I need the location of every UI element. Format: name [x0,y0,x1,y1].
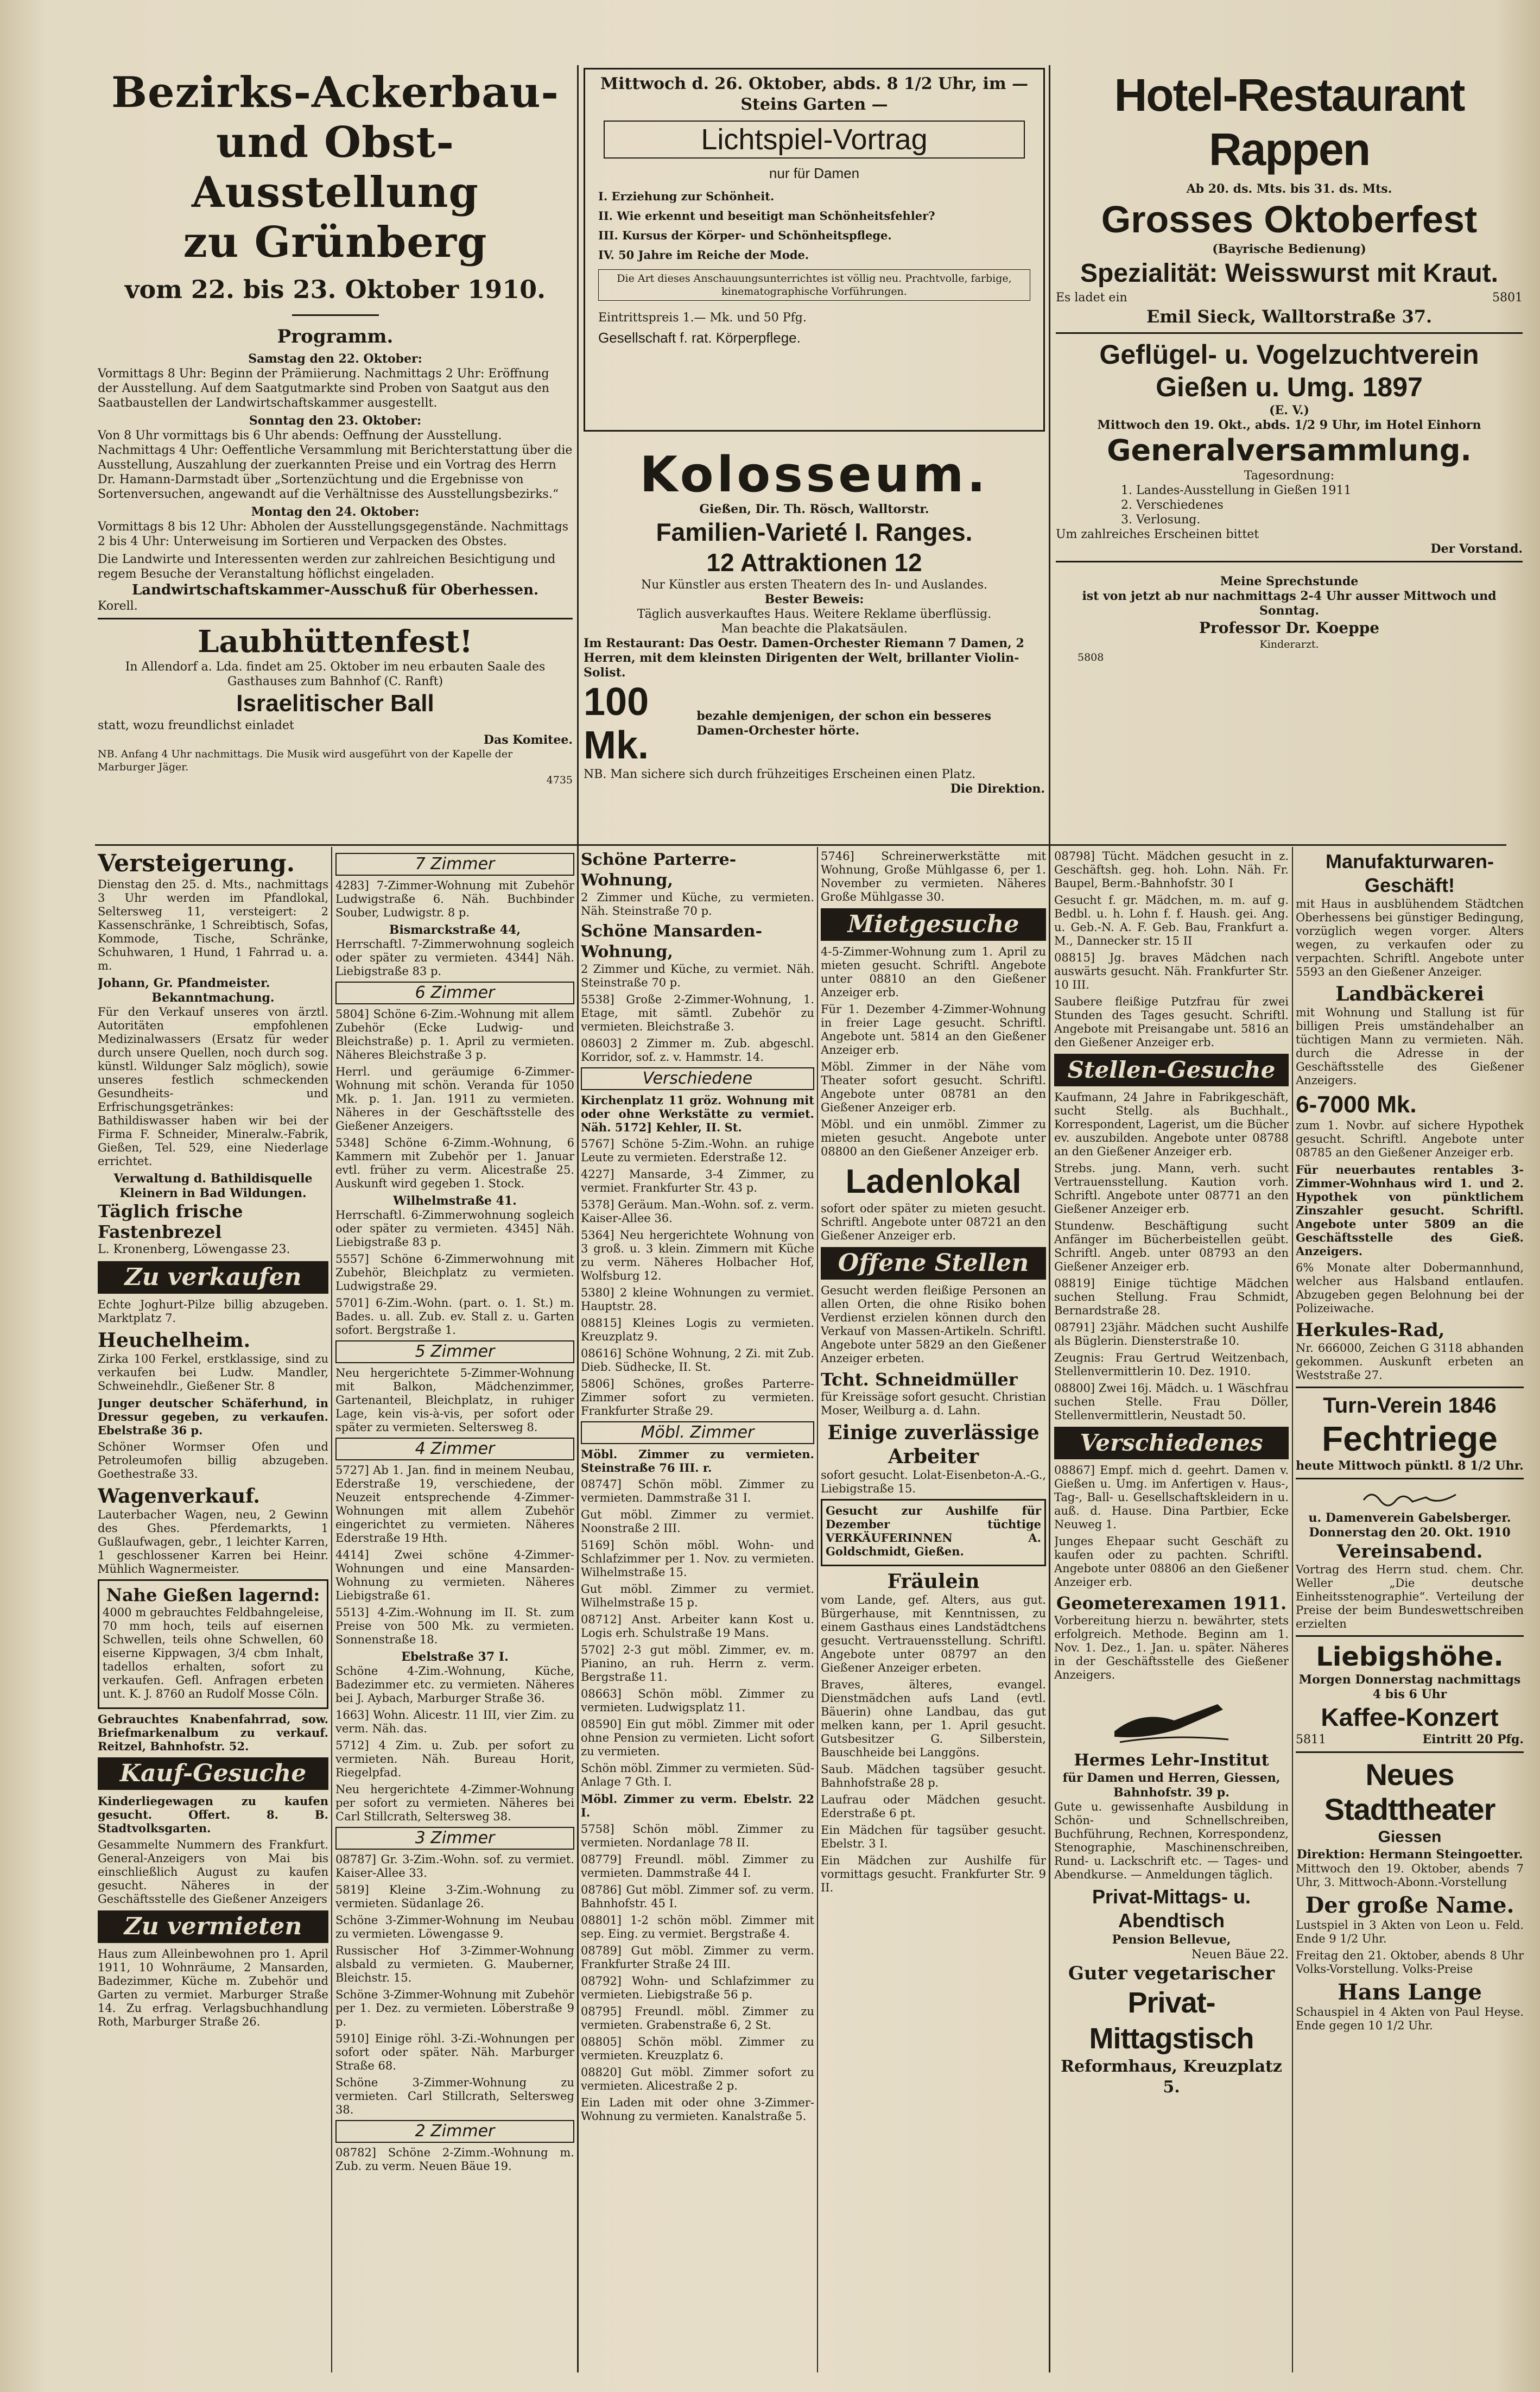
weisswurst: Spezialität: Weisswurst mit Kraut. [1080,259,1498,288]
stenography-logo-icon [1296,1484,1524,1511]
listing: vom Lande, gef. Alters, aus gut. Bürgerhause, mit Kenntnissen, zu einem Gasthaus eines Landstädtchens gesucht. Vertrauensstellung. Schriftl. Angebote unter 08797 an den Gießener Anzeiger erbeten. [821,1593,1046,1674]
listing: 08787] Gr. 3-Zim.-Wohn. sof. zu vermiet. Kaiser-Allee 33. [335,1853,574,1880]
nahe-giessen-ad [98,1579,328,1709]
sieck: Emil Sieck, Walltorstraße 37. [1146,306,1433,327]
section-2-zimmer: 2 Zimmer [335,2120,574,2143]
invite-text: Die Landwirte und Interessenten werden zur zahlreichen Besichtigung und regem Besuche der Veranstaltung höflichst eingeladen. [98,553,556,581]
schaeferhund: Junger deutscher Schäferhund, in Dressur gegeben, zu verkaufen. Ebelstraße 36 p. [98,1396,328,1437]
vorstand: Der Vorstand. [1430,542,1523,556]
section-7-zimmer: 7 Zimmer [335,853,574,876]
hans-lange: Hans Lange [1338,1979,1482,2005]
exhibition-dates: vom 22. bis 23. Oktober 1910. [124,275,546,304]
tagesordnung: Tagesordnung: [1244,469,1335,483]
wagenverkauf-text: Lauterbacher Wagen, neu, 2 Gewinn des Ghes. Pferdemarkts, 1 Gußlaufwagen, gebr., 1 leichter Karren, 1 geschlossener Karren bei Heinr. Mühlich Wagnermeister. [98,1508,328,1575]
ladenlokal: Ladenlokal [845,1163,1022,1200]
listing: 4414] Zwei schöne 4-Zimmer-Wohnungen und eine Mansarden-Wohnung zu vermieten. Näheres Liebigstraße 61. [335,1548,574,1602]
listing: Herrschaftl. 6-Zimmerwohnung sogleich oder später zu vermieten. 4345] Näh. Liebigstraße 83 p. [335,1208,574,1249]
geometerexamen: Geometerexamen 1911. [1056,1593,1287,1613]
ball-text: statt, wozu freundlichst einladet [98,719,294,732]
ball-number: 4735 [546,774,573,786]
listing: 4-5-Zimmer-Wohnung zum 1. April zu mieten gesucht. Schriftl. Angebote unter 08810 an den Gießener Anzeiger erb. [821,945,1046,999]
listing: Herrschaftl. 7-Zimmerwohnung sogleich oder später zu vermieten. 4344] Näh. Liebigstraße 83 p. [335,938,574,978]
listing: 08712] Anst. Arbeiter kann Kost u. Logis erh. Schulstraße 19 Mans. [581,1613,814,1640]
arbeiter-title: Einige zuverlässige Arbeiter [827,1421,1040,1468]
bismarckstrasse: Bismarckstraße 44, [389,923,521,937]
fastenbrezel-addr: L. Kronenberg, Löwengasse 23. [98,1243,290,1256]
listing: Kaufmann, 24 Jahre in Fabrikgeschäft, sucht Stellg. als Buchhalt., Korrespondent, Lagerist, um die Bücher ev. auszubilden. Angebote unter 08788 an den Gießener Anzeiger erb. [1054,1091,1289,1158]
fraeulein: Fräulein [887,1570,980,1593]
ladenlokal-text: sofort oder später zu mieten gesucht. Schriftl. Angebote unter 08721 an den Gießener Anzeiger erb. [821,1202,1046,1242]
mk-amount: 6-7000 Mk. [1296,1091,1417,1118]
versteigerung-sig: Johann, Gr. Pfandmeister. [98,976,270,990]
listing: 08747] Schön möbl. Zimmer zu vermieten. Dammstraße 31 I. [581,1478,814,1504]
manufaktur-title: Manufakturwaren-Geschäft! [1325,850,1494,896]
listing: Gesucht f. gr. Mädchen, m. m. auf g. Bedbl. u. h. Lohn f. f. Haush. gei. Ang. u. Geb.-N. A. F. Geb. Bau, Frankfurt a. M., Dannecker str. 15 II [1054,894,1289,947]
divider [1056,561,1523,562]
listing: Möbl. und ein unmöbl. Zimmer zu mieten gesucht. Angebote unter 08800 an den Gießener Anzeiger erb. [821,1118,1046,1158]
listing: 08789] Gut möbl. Zimmer zu verm. Frankfurter Straße 24 III. [581,1944,814,1971]
listing: Gut möbl. Zimmer zu vermiet. Noonstraße 2 III. [581,1508,814,1535]
laubhuettenfest-title: Laubhüttenfest! [198,624,473,660]
listing: 08786] Gut möbl. Zimmer sof. zu verm. Bahnhofstr. 45 I. [581,1883,814,1910]
arbeiter-text: sofort gesucht. Lolat-Eisenbeton-A.-G., Liebigstraße 15. [821,1469,1046,1495]
listing: 08791] 23jähr. Mädchen sucht Aushilfe als Büglerin. Diensterstraße 10. [1054,1321,1289,1347]
schneidmueller: Tcht. Schneidmüller [821,1369,1018,1390]
reformhaus: Reformhaus, Kreuzplatz 5. [1061,2057,1282,2097]
lichtspiel-ad [584,68,1045,432]
kolosseum-text1: Nur Künstler aus ersten Theatern des In- und Auslandes. [641,578,987,592]
kolosseum-plakat: Man beachte die Plakatsäulen. [721,622,908,636]
herkules-rad: Herkules-Rad, [1296,1319,1445,1341]
knabenfahrrad: Gebrauchtes Knabenfahrrad, sow. Briefmarkenalbum zu verkauf. Reitzel, Bahnhofstr. 52. [98,1712,328,1753]
listing: Schöne 3-Zimmer-Wohnung zu vermieten. Carl Stillcrath, Seltersweg 38. [335,2076,574,2116]
donnerstag-date: Donnerstag den 20. Okt. 1910 [1309,1526,1511,1540]
lichtspiel-item: IV. 50 Jahre im Reiche der Mode. [598,248,809,262]
listing: 08792] Wohn- und Schlafzimmer zu vermieten. Liebigstraße 56 p. [581,1975,814,2001]
lichtspiel-item: III. Kursus der Körper- und Schönheitspflege. [598,229,892,242]
sprechstunde-ad [1056,567,1523,672]
listing: 6% Monate alter Dobermannhund, welcher aus Halsband entlaufen. Abzugeben gegen Belohnung bei der Polizeiwache. [1296,1261,1524,1315]
listing: Braves, älteres, evangel. Dienstmädchen aufs Land (evtl. Bäuerin) ohne Landbau, das gut melken kann, per 1. April gesucht. Gutsbesitzer G. Silberstein, Bauschheide bei Langgöns. [821,1678,1046,1759]
listing: 5702] 2-3 gut möbl. Zimmer, ev. m. Pianino, an ruh. Herrn z. verm. Bergstraße 11. [581,1643,814,1684]
lichtspiel-society: Gesellschaft f. rat. Körperpflege. [598,330,801,346]
listing: Nr. 666000, Zeichen G 3118 abhanden gekommen. Auskunft erbeten an Weststraße 27. [1296,1341,1524,1382]
listing: Schöne 3-Zimmer-Wohnung mit Zubehör per 1. Dez. zu vermieten. Löberstraße 9 p. [335,1988,574,2028]
listing: 08800] Zwei 16j. Mädch. u. 1 Wäschfrau suchen Stelle. Frau Döller, Stellenvermittlerin, Neustadt 50. [1054,1382,1289,1422]
listing: 5804] Schöne 6-Zim.-Wohnung mit allem Zubehör (Ecke Ludwig- und Bleichstraße) p. 1. April zu vermieten. Näheres Bleichstraße 3 p. [335,1008,574,1061]
israelitischer-ball: Israelitischer Ball [236,690,434,717]
listing: 4283] 7-Zimmer-Wohnung mit Zubehör Ludwigstraße 6. Näh. Buchbinder Souber, Ludwigstr. 8 p. [335,879,574,919]
listing: Neu hergerichtete 4-Zimmer-Wohnung per sofort zu vermieten. Näheres bei Carl Stillcrath, Seltersweg 38. [335,1783,574,1823]
haus-text: Haus zum Alleinbewohnen pro 1. April 1911, 10 Wohnräume, 2 Mansarden, Badezimmer, Küche m. Zubehör und Garten zu vermiet. Marburger Straße 14. Zu erfrag. Verlagsbuchhandlung Roth, Marburger Straße 26. [98,1947,328,2028]
wagenverkauf-title: Wagenverkauf. [98,1485,260,1508]
day3-text: Vormittags 8 bis 12 Uhr: Abholen der Ausstellungsgegenstände. Nachmittags 2 bis 4 Uhr: Unterweisung im Sortieren und Verpacken des Obstes. [98,520,569,548]
listing: Schön möbl. Zimmer zu vermieten. Süd-Anlage 7 Gth. I. [581,1762,814,1788]
listing: Stundenw. Beschäftigung sucht Anfänger im Bücherbeistellen geübt. Schriftl. Angeb. unter 08793 an den Gießener Anzeiger erb. [1054,1219,1289,1273]
listing: Gut möbl. Zimmer zu vermiet. Wilhelmstraße 15 p. [581,1583,814,1609]
listing: 08663] Schön möbl. Zimmer zu vermieten. Ludwigsplatz 11. [581,1687,814,1714]
lichtspiel-price: Eintrittspreis 1.— Mk. und 50 Pfg. [598,311,807,325]
lichtspiel-item: I. Erziehung zur Schönheit. [598,189,775,203]
listing: 08779] Freundl. möbl. Zimmer zu vermieten. Dammstraße 44 I. [581,1853,814,1880]
listing: Zeugnis: Frau Gertrud Weitzenbach, Stellenvermittlerin 10. Dez. 1910. [1054,1351,1289,1378]
listing: Schöne 4-Zim.-Wohnung, Küche, Badezimmer etc. zu vermieten. Näheres bei J. Aybach, Marburger Straße 36. [335,1665,574,1705]
ofen: Schöner Wormser Ofen und Petroleumofen billig abzugeben. Goethestraße 33. [98,1440,328,1480]
kolosseum-beweis: Bester Beweis: [764,592,864,606]
listing: 5746] Schreinerwerkstätte mit Wohnung, Große Mühlgasse 6, per 1. November zu vermieten. Näheres Große Mühlgasse 30. [821,850,1046,903]
divider [1296,1387,1524,1388]
sprechstunde-title: Meine Sprechstunde [1220,574,1359,588]
zu-vermieten-header: Zu vermieten [98,1910,328,1943]
listing: Junges Ehepaar sucht Geschäft zu kaufen oder zu pachten. Schriftl. Angebote unter 08806 an den Gießener Anzeiger erb. [1054,1535,1289,1589]
exhibition-title: Bezirks-Ackerbau- und Obst-Ausstellung zu Grünberg [111,68,559,267]
fechtriege: Fechtriege [1322,1419,1498,1458]
listing: 08801] 1-2 schön möbl. Zimmer mit sep. Eing. zu vermiet. Bergstraße 4. [581,1914,814,1940]
neues-stadttheater: Neues Stadttheater [1324,1757,1495,1826]
listing: 5378] Geräum. Man.-Wohn. sof. z. verm. Kaiser-Allee 36. [581,1198,814,1225]
col6-lower [1296,850,1524,2370]
mietgesuche-header: Mietgesuche [821,908,1046,941]
listing: 08616] Schöne Wohnung, 2 Zi. mit Zub. Dieb. Südhecke, II. St. [581,1347,814,1374]
listing: 08798] Tücht. Mädchen gesucht in z. Geschäftsh. geg. hoh. Lohn. Näh. Fr. Baupel, Berm.-Bahnhofstr. 30 I [1054,850,1289,890]
listing: 08819] Einige tüchtige Mädchen suchen Stellung. Frau Schmidt, Bernardstraße 28. [1054,1277,1289,1317]
der-grosse-name: Der große Name. [1305,1893,1514,1918]
nur-damen: nur für Damen [769,165,860,181]
column-rule [577,65,579,2372]
ladet-text: Es ladet ein [1056,291,1127,305]
column-rule [331,847,332,2372]
ladet-row [1056,290,1523,305]
bekanntmachung-sig: Verwaltung d. Bathildisquelle Kleinern in Bad Wildungen. [113,1172,313,1200]
listing: 5348] Schöne 6-Zimm.-Wohnung, 6 Kammern mit Zubehör per 1. Januar evtl. früher zu verm. Alicestraße 25. Auskunft wird gegeben 1. Stock. [335,1136,574,1190]
day3-heading: Montag den 24. Oktober: [251,505,420,519]
versteigerung-title: Versteigerung. [98,850,295,877]
damenverein: u. Damenverein Gabelsberger. [1308,1511,1511,1525]
day2-heading: Sonntag den 23. Oktober: [249,414,422,428]
section-5-zimmer: 5 Zimmer [335,1340,574,1363]
listing: Für 1. Dezember 4-Zimmer-Wohnung in freier Lage gesucht. Schriftl. Angebote unt. 5814 an den Gießener Anzeiger erb. [821,1003,1046,1056]
listing: 5380] 2 kleine Wohnungen zu vermiet. Hauptstr. 28. [581,1286,814,1313]
theater-text2: Lustspiel in 3 Akten von Leon u. Feld. Ende 9 1/2 Uhr. [1296,1919,1524,1945]
pension-addr: Neuen Bäue 22. [1191,1948,1289,1961]
wilhelmstrasse: Wilhelmstraße 41. [393,1194,517,1208]
kaffee-row [1296,1732,1524,1747]
col4-lower [821,850,1046,2370]
divider [292,314,379,316]
kolosseum-ad [584,448,1045,796]
listing: 5910] Einige röhl. 3-Zi.-Wohnungen per sofort oder später. Näh. Marburger Straße 68. [335,2032,574,2072]
listing: 2 Zimmer und Küche, zu vermieten. Näh. Steinstraße 70 p. [581,891,814,917]
listing: Schöne 3-Zimmer-Wohnung im Neubau zu vermieten. Löwengasse 9. [335,1914,574,1940]
hotel-title: Hotel-Restaurant Rappen [1114,69,1465,175]
column-rule [817,847,818,2372]
kolosseum-restaurant: Im Restaurant: Das Oestr. Damen-Orchester Riemann 7 Damen, 2 Herren, mit dem kleinsten Dirigenten der Welt, brillanter Violin-Solist. [584,636,1024,680]
section-3-zimmer: 3 Zimmer [335,1827,574,1850]
listing: Vorbereitung hierzu n. bewährter, stets erfolgreich. Methode. Beginn am 1. Nov. 1. Dez., 1. Jan. u. später. Näheres in der Geschäftsstelle des Gießener Anzeigers. [1054,1614,1289,1681]
horizontal-rule [95,844,1506,846]
kolosseum-variete: Familien-Varieté I. Ranges. [656,518,973,546]
tagesordnung-item: 3. Verlosung. [1121,513,1201,527]
mansarden-wohnung: Schöne Mansarden-Wohnung, [581,922,763,961]
column-rule [1292,847,1293,2372]
listing: 2 Zimmer und Küche, zu vermiet. Näh. Steinstraße 70 p. [581,963,814,989]
theater-giessen: Giessen [1378,1828,1442,1846]
writing-hand-icon-svg [1109,1688,1234,1748]
listing: Russischer Hof 3-Zimmer-Wohnung alsbald zu vermieten. G. Mauberner, Bleichstr. 15. [335,1944,574,1984]
fastenbrezel: Täglich frische Fastenbrezel [98,1201,243,1242]
hotel-dates: Ab 20. ds. Mts. bis 31. ds. Mts. [1186,182,1392,196]
listing: 08815] Kleines Logis zu vermieten. Kreuzplatz 9. [581,1317,814,1343]
kolosseum-direktion: Die Direktion. [950,782,1045,796]
kauf-gesuche-header: Kauf-Gesuche [98,1757,328,1790]
listing: Herrl. und geräumige 6-Zimmer-Wohnung mit schön. Veranda für 1050 Mk. p. 1. Jan. 1911 zu vermieten. Näheres in der Geschäftsstelle des Gießener Anzeigers. [335,1065,574,1132]
lichtspiel-header: Mittwoch d. 26. Oktober, abds. 8 1/2 Uhr, im — Steins Garten — [600,74,1029,114]
listing: mit Haus in ausblühendem Städtchen Oberhessens bei günstiger Bedingung, vorzüglich wegen vorger. Alters wegen, zu verkaufen oder zu verpachten. Schriftl. Angebote unter 5593 an den Gießener Anzeiger. [1296,897,1524,978]
section-4-zimmer: 4 Zimmer [335,1438,574,1460]
ferkel: Zirka 100 Ferkel, erstklassige, sind zu verkaufen bei Ludw. Mandler, Schweinehdlr., Gießener Str. 8 [98,1352,328,1393]
kinderarzt: Kinderarzt. [1259,638,1319,650]
stenography-logo-svg [1361,1486,1459,1508]
listing: Gesucht werden fleißige Personen an allen Orten, die ohne Risiko bohen Verdienst erzielen können durch den Verkauf von Massen-Artikeln. Schriftl. Angebote unter 5829 an den Gießener Anzeiger erbeten. [821,1284,1046,1365]
vereinsabend: Vereinsabend. [1336,1541,1483,1562]
listing: 5701] 6-Zim.-Wohn. (part. o. 1. St.) m. Bades. u. all. Zub. ev. Stall z. u. Garten sofort. Bergstraße 1. [335,1296,574,1337]
listing: 08815] Jg. braves Mädchen nach auswärts gesucht. Näh. Frankfurter Str. 10 III. [1054,951,1289,991]
listing: 5364] Neu hergerichtete Wohnung von 3 groß. u. 3 klein. Zimmern mit Küche zu verm. Näheres Holbacher Hof, Wolfsburg 12. [581,1229,814,1282]
divider [1296,1751,1524,1753]
section-verschiedene: Verschiedene [581,1067,814,1090]
listing: Möbl. Zimmer in der Nähe vom Theater sofort gesucht. Schriftl. Angebote unter 08781 an den Gießener Anzeiger erb. [821,1060,1046,1114]
listing: 5712] 4 Zim. u. Zub. per sofort zu vermieten. Näh. Bureau Horit, Riegelpfad. [335,1739,574,1779]
kaffee-konzert: Kaffee-Konzert [1321,1703,1499,1731]
tagesordnung-item: 1. Landes-Ausstellung in Gießen 1911 [1121,484,1352,497]
listing: 5767] Schöne 5-Zim.-Wohn. an ruhige Leute zu vermieten. Ederstraße 12. [581,1137,814,1164]
chamber-signature: Korell. [98,599,138,613]
frankfurter-anzeiger: Gesammelte Nummern des Frankfurt. General-Anzeigers von Mai bis einschließlich August zu kaufen gesucht. Näheres in der Geschäftsstelle des Gießener Anzeigers [98,1838,328,1906]
gefluegel-title: Geflügel- u. Vogelzuchtverein Gießen u. Umg. 1897 [1099,339,1479,402]
nahe-giessen-title: Nahe Gießen lagernd: [106,1585,320,1605]
listing: Ein Mädchen zur Aushilfe für vormittags gesucht. Frankfurter Str. 9 II. [821,1854,1046,1894]
komitee: Das Komitee. [483,733,573,747]
bekanntmachung-title: Bekanntmachung. [151,991,275,1005]
writing-hand-icon [1054,1685,1289,1750]
theater-text1: Mittwoch den 19. Oktober, abends 7 Uhr, 3. Mittwoch-Abonn.-Vorstellung [1296,1862,1524,1889]
hermes-title: Hermes Lehr-Institut [1074,1751,1269,1770]
koeppe: Professor Dr. Koeppe [1199,619,1380,637]
divider [1296,1478,1524,1479]
col3-lower [581,850,814,2370]
versteigerung-text: Dienstag den 25. d. Mts., nachmittags 3 Uhr werden im Pfandlokal, Seltersweg 11, versteigert: 2 Kassenschränke, 1 Schreibtisch, Sofas, Kommode, Tische, Schränke, Schuhwaren, 1 Hund, 1 Fahrrad u. a. m. [98,878,328,972]
listing: 1663] Wohn. Alicestr. 11 III, vier Zim. zu verm. Näh. das. [335,1708,574,1735]
nahe-giessen-text: 4000 m gebrauchtes Feldbahngeleise, 70 mm hoch, teils auf eisernen Schwellen, teils ohne Schwellen, 60 eiserne Kippwagen, 3/4 cbm Inhalt, tadellos erhalten, sofort zu verkaufen. Gefl. Anfragen erbeten unt. K. J. 8760 an Rudolf Mosse Cöln. [103,1606,324,1700]
landbaeckerei: Landbäckerei [1335,983,1484,1005]
offene-stellen-header: Offene Stellen [821,1247,1046,1280]
heuchelheim: Heuchelheim. [98,1329,251,1352]
listing: 08590] Ein gut möbl. Zimmer mit oder ohne Pension zu vermieten. Licht sofort zu vermieten. [581,1718,814,1758]
kolosseum-nb: NB. Man sichere sich durch frühzeitiges Erscheinen einen Platz. [584,768,976,781]
col2-lower [335,850,574,2370]
theater-text3: Freitag den 21. Oktober, abends 8 Uhr Volks-Vorstellung. Volks-Preise [1296,1949,1524,1976]
kolosseum-attraktionen: 12 Attraktionen 12 [706,548,922,577]
joghurt-pilze: Echte Joghurt-Pilze billig abzugeben. Marktplatz 7. [98,1298,328,1325]
koeppe-number: 5808 [1078,651,1104,663]
listing: 5819] Kleine 3-Zim.-Wohnung zu vermieten. Südanlage 26. [335,1883,574,1910]
vegetarischer: Guter vegetarischer [1068,1963,1275,1984]
sprechstunde-text: ist von jetzt ab nur nachmittags 2-4 Uhr ausser Mittwoch und Sonntag. [1082,589,1497,618]
kolosseum-mk-text: bezahle demjenigen, der schon ein besseres Damen-Orchester hörte. [696,709,992,738]
col5-top [1056,68,1523,839]
listing: Neu hergerichtete 5-Zimmer-Wohnung mit Balkon, Mädchenzimmer, Gartenanteil, Bleichplatz, in ruhiger Lage, kein vis-à-vis, per sofort oder später zu vermieten. Seltersweg 8. [335,1366,574,1434]
gefluegel-text: Mittwoch den 19. Okt., abds. 1/2 9 Uhr, im Hotel Einhorn [1097,418,1481,432]
kolosseum-mk: 100 Mk. [584,680,649,767]
privat-abendtisch: Privat-Mittags- u. Abendtisch [1092,1885,1251,1932]
listing: 08795] Freundl. möbl. Zimmer zu vermieten. Grabenstraße 6, 2 St. [581,2005,814,2032]
listing: 5758] Schön möbl. Zimmer zu vermieten. Nordanlage 78 II. [581,1823,814,1849]
listing: 5513] 4-Zim.-Wohnung im II. St. zum Preise von 500 Mk. zu vermieten. Sonnenstraße 18. [335,1606,574,1646]
hermes-text: Gute u. gewissenhafte Ausbildung in Schön- und Schnellschreiben, Buchführung, Rechnen, Korrespondenz, Stenographie, Maschinenschreiben, Rund- u. Lackschrift etc. — Tages- und Abendkurse. — Anmeldungen täglich. [1054,1800,1289,1881]
listing: 4227] Mansarde, 3-4 Zimmer, zu vermiet. Frankfurter Str. 43 p. [581,1168,814,1194]
listing: Strebs. jung. Mann, verh. sucht Vertrauensstellung. Kaution vorh. Schriftl. Angebote unter 08771 an den Gießener Anzeiger erb. [1054,1162,1289,1216]
gefluegel-bitte: Um zahlreiches Erscheinen bittet [1056,528,1259,541]
bekanntmachung-text: Für den Verkauf unseres von ärztl. Autoritäten empfohlenen Medizinalwassers (Ersatz für weder durch unsere Quellen, noch durch sog. künstl. Wildunger Salz möglich), sowie unseres festlich schmeckenden Gesundheits- und Erfrischungsgetränkes: Bathildiswasser haben wir bei der Firma F. Schneider, Mineralw.-Fabrik, Gießen, Tel. 529, eine Niederlage errichtet. [98,1005,328,1168]
col2-top [584,68,1045,839]
listing: Ein Laden mit oder ohne 3-Zimmer-Wohnung zu vermieten. Kanalstraße 5. [581,2096,814,2123]
divider [98,618,573,619]
ladet-number: 5801 [1492,291,1523,305]
section-6-zimmer: 6 Zimmer [335,982,574,1004]
kolosseum-title: Kolosseum. [639,446,989,503]
ebelstrasse: Ebelstraße 37 I. [401,1650,509,1664]
col1-lower [98,850,328,2370]
exhibition-ad [98,68,573,839]
col5-lower [1054,850,1289,2370]
listing: Saub. Mädchen tagsüber gesucht. Bahnhofstraße 28 p. [821,1763,1046,1789]
hermes-sub: für Damen und Herren, Giessen, Bahnhofstr. 39 p. [1062,1771,1281,1800]
divider [1056,332,1523,334]
listing: Saubere fleißige Putzfrau für zwei Stunden des Tages gesucht. Schriftl. Angebote mit Preisangabe unt. 5816 an den Gießener Anzeiger erb. [1054,995,1289,1049]
verkaeuferinnen-ad [821,1499,1046,1566]
listing: 5169] Schön möbl. Wohn- und Schlafzimmer per 1. Nov. zu vermieten. Wilhelmstraße 15. [581,1539,814,1579]
moebl-zimmer: Möbl. Zimmer zu vermieten. Steinstraße 76 III. r. [581,1447,814,1475]
divider [1296,1635,1524,1637]
tagesordnung-items [1056,483,1523,527]
tagesordnung-item: 2. Verschiedenes [1121,498,1224,512]
theater-text4: Schauspiel in 4 Akten von Paul Heyse. Ende gegen 10 1/2 Uhr. [1296,2005,1524,2032]
parterre-wohnung: Schöne Parterre-Wohnung, [581,850,737,890]
kolosseum-sub: Gießen, Dir. Th. Rösch, Walltorstr. [699,502,929,516]
moebl-zimmer-2: Möbl. Zimmer zu verm. Ebelstr. 22 I. [581,1792,814,1819]
zu-verkaufen-header: Zu verkaufen [98,1261,328,1294]
listing: Für neuerbautes rentables 3-Zimmer-Wohnhaus wird 1. und 2. Hypothek von pünktlichem Zinszahler gesucht. Schriftl. Angebote unter 5809 an die Geschäftsstelle des Gieß. Anzeigers. [1296,1163,1524,1258]
listing: mit Wohnung und Stallung ist für billigen Preis umständehalber an tüchtigen Mann zu vermieten. Näh. durch die Adresse in der Geschäftsstelle des Gießener Anzeigers. [1296,1006,1524,1087]
morgen-text: Morgen Donnerstag nachmittags 4 bis 6 Uhr [1298,1673,1521,1701]
listing: für Kreissäge sofort gesucht. Christian Moser, Weilburg a. d. Lahn. [821,1390,1046,1417]
listing: 5727] Ab 1. Jan. find in meinem Neubau, Ederstraße 19, verschiedene, der Neuzeit entsprechende 4-Zimmer-Wohnungen mit allem Zubehör eingerichtet zu vermieten. Näheres Ederstraße 19 Hth. [335,1464,574,1545]
gefluegel-ev: (E. V.) [1269,403,1309,417]
program-label: Programm. [277,326,394,347]
listing: zum 1. Novbr. auf sichere Hypothek gesucht. Schriftl. Angebote unter 08785 an den Gießener Anzeiger erb. [1296,1119,1524,1159]
listing: 08782] Schöne 2-Zimm.-Wohnung m. Zub. zu verm. Neuen Bäue 19. [335,2146,574,2173]
listing: 08867] Empf. mich d. geehrt. Damen v. Gießen u. Umg. im Anfertigen v. Haus-, Tag-, Ball- u. Gesellschaftskleidern in u. auß. d. Hause. Dina Partbier, Ecke Neuweg 1. [1054,1464,1289,1531]
day1-text: Vormittags 8 Uhr: Beginn der Prämiierung. Nachmittags 2 Uhr: Eröffnung der Ausstellung. Auf dem Saatgutmarkte sind Proben von Saatgut aus den Saatbaustellen der Landwirtschaftskammer ausgestellt. [98,367,549,410]
kolosseum-text2: Täglich ausverkauftes Haus. Weitere Reklame überflüssig. [637,608,992,621]
generalversammlung: Generalversammlung. [1107,433,1472,467]
pension: Pension Bellevue, [1112,1933,1231,1947]
listing: Vortrag des Herrn stud. chem. Chr. Weller „Die deutsche Einheitsstenographie“. Verteilung der Preise der beim Bundeswettschreiben erzielten [1296,1563,1524,1630]
verkaeuferinnen-text: Gesucht zur Aushilfe für Dezember tüchtige VERKÄUFERINNEN A. Goldschmidt, Gießen. [826,1504,1041,1558]
listing: 5538] Große 2-Zimmer-Wohnung, 1. Etage, mit sämtl. Zubehör zu vermieten. Bleichstraße 3. [581,993,814,1033]
liebigshoehe: Liebigshöhe. [1316,1642,1504,1672]
lichtspiel-item: II. Wie erkennt und beseitigt man Schönheitsfehler? [598,209,935,223]
column-rule [1049,65,1050,2372]
kirchenplatz: Kirchenplatz 11 gröz. Wohnung mit oder ohne Werkstätte zu vermiet. Näh. 5172] Kehler, II. St. [581,1093,814,1134]
turn-verein: Turn-Verein 1846 [1323,1394,1497,1418]
kolosseum-mk-row [584,680,1045,767]
theater-direktion: Direktion: Hermann Steingoetter. [1296,1847,1523,1862]
listing: 5557] Schöne 6-Zimmerwohnung mit Zubehör, Bleichplatz zu vermieten. Ludwigstraße 29. [335,1252,574,1293]
bayrische: (Bayrische Bedienung) [1212,242,1366,256]
listing: 08805] Schön möbl. Zimmer zu vermieten. Kreuzplatz 6. [581,2035,814,2062]
laubhuettenfest-text: In Allendorf a. Lda. findet am 25. Oktober im neu erbauten Saale des Gasthauses zum Bahnhof (C. Ranft) [125,660,546,688]
listing: 08603] 2 Zimmer m. Zub. abgeschl. Korridor, sof. z. v. Hammstr. 14. [581,1037,814,1064]
privat-mittagstisch: Privat-Mittagstisch [1089,1986,1254,2055]
lichtspiel-note: Die Art dieses Anschauungsunterrichtes ist völlig neu. Prachtvolle, farbige, kinematographische Vorführungen. [598,269,1030,301]
listing: Laufrau oder Mädchen gesucht. Ederstraße 6 pt. [821,1793,1046,1820]
day2-text: Von 8 Uhr vormittags bis 6 Uhr abends: Oeffnung der Ausstellung. Nachmittags 4 Uhr: Oeffentliche Versammlung mit Berichterstattung über die Ausstellung, Auszahlung der zuerkannten Preise und ein Vortrag des Herrn Dr. Hamann-Darmstadt über „Sortenzüchtung und die Ergebnisse von Sortenversuchen, angewandt auf die Verhältnisse des Ausstellungsbezirks.“ [98,429,573,501]
day1-heading: Samstag den 22. Oktober: [248,352,422,366]
kinderliegewagen: Kinderliegewagen zu kaufen gesucht. Offert. 8. B. Stadtvolksgarten. [98,1794,328,1835]
listing: 08820] Gut möbl. Zimmer sofort zu vermieten. Alicestraße 2 p. [581,2066,814,2092]
ball-note: NB. Anfang 4 Uhr nachmittags. Die Musik wird ausgeführt von der Kapelle der Marburger Jäger. [98,748,513,773]
eintritt: Eintritt 20 Pfg. [1422,1732,1524,1746]
section-moebl-zimmer: Möbl. Zimmer [581,1421,814,1444]
lichtspiel-title: Lichtspiel-Vortrag [604,121,1025,159]
listing: 5806] Schönes, großes Parterre-Zimmer sofort zu vermieten. Frankfurter Straße 29. [581,1377,814,1418]
stellen-gesuche-header: Stellen-Gesuche [1054,1054,1289,1086]
chamber-name: Landwirtschaftskammer-Ausschuß für Oberhessen. [131,582,539,598]
verschiedenes-header: Verschiedenes [1054,1427,1289,1459]
fechtriege-text: heute Mittwoch pünktl. 8 1/2 Uhr. [1296,1459,1524,1473]
listing: Ein Mädchen für tagsüber gesucht. Ebelstr. 3 I. [821,1824,1046,1850]
oktoberfest-title: Grosses Oktoberfest [1101,198,1478,241]
lichtspiel-items [598,187,1030,265]
kaffee-number: 5811 [1296,1733,1326,1746]
